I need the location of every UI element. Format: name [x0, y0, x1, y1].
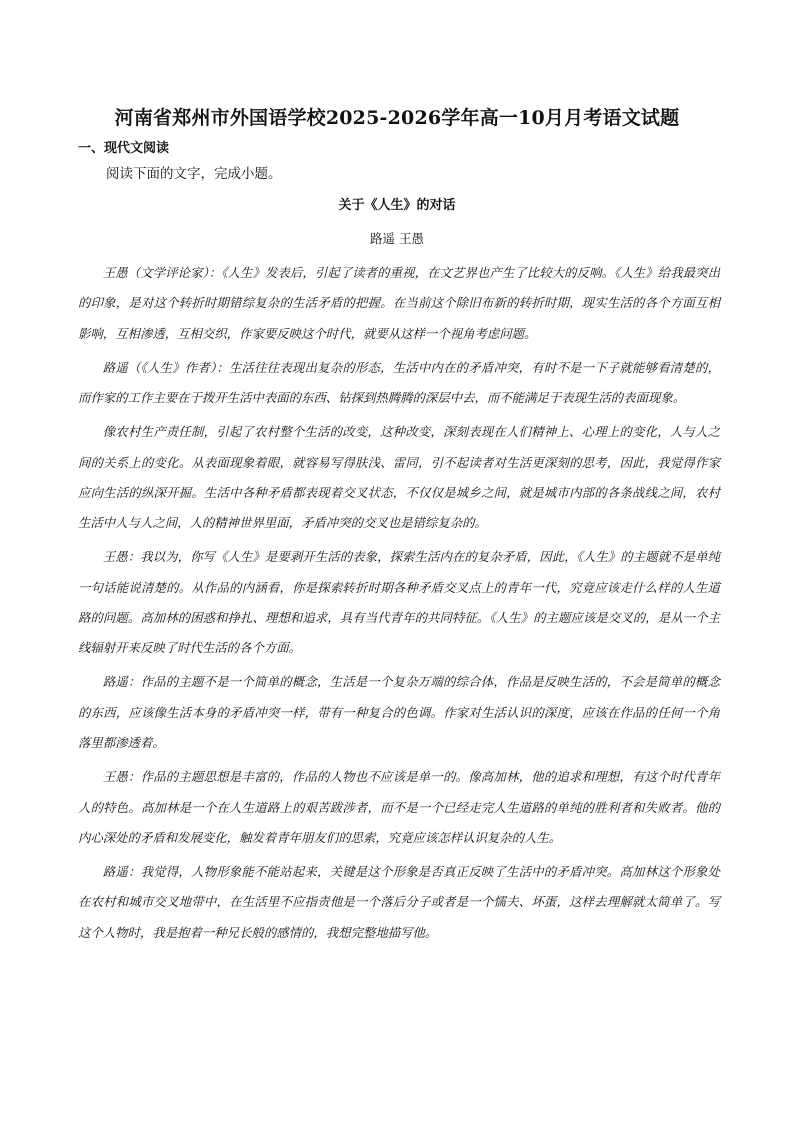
section-heading: 一、现代文阅读 — [78, 141, 170, 156]
page-title: 河南省郑州市外国语学校2025-2026学年高一10月月考语文试题 — [114, 107, 680, 129]
article-paragraph: 路遥：作品的主题不是一个简单的概念，生活是一个复杂万端的综合体，作品是反映生活的，不会是简单的概念的东西，应该像生活本身的矛盾冲突一样，带有一种复合的色调。作家对生活认识的深度，应该在作品的任何一个角落里都渗透着。 — [78, 674, 720, 751]
article-paragraph: 路遥（《人生》作者）：生活往往表现出复杂的形态，生活中内在的矛盾冲突，有时不是一下子就能够看清楚的，而作家的工作主要在于拨开生活中表面的东西、钻探到热腾腾的深层中去，而不能满足于表现生活的表面现象。 — [78, 359, 720, 406]
article-authors: 路遥 王愚 — [370, 231, 424, 246]
article-paragraph: 路遥：我觉得，人物形象能不能站起来，关键是这个形象是否真正反映了生活中的矛盾冲突。高加林这个形象处在农村和城市交叉地带中，在生活里不应指责他是一个落后分子或者是一个懦夫、坏蛋，这样去理解就太简单了。写这个人物时，我是抱着一种兄长般的感情的，我想完整地描写他。 — [78, 863, 720, 940]
article-paragraph: 王愚：我以为，你写《人生》是要剥开生活的表象，探索生活内在的复杂矛盾，因此，《人生》的主题就不是单纯一句话能说清楚的。从作品的内涵看，你是探索转折时期各种矛盾交叉点上的青年一代，究竟应该走什么样的人生道路的问题。高加林的困惑和挣扎、理想和追求，具有当代青年的共同特征。《人生》的主题应该是交叉的，是从一个主线辐射开来反映了时代生活的各个方面。 — [78, 549, 720, 656]
article-body — [78, 258, 720, 952]
article-paragraph: 王愚（文学评论家）：《人生》发表后，引起了读者的重视，在文艺界也产生了比较大的反响。《人生》给我最突出的印象，是对这个转折时期错综复杂的生活矛盾的把握。在当前这个除旧布新的转折时期，现实生活的各个方面互相影响，互相渗透，互相交织，作家要反映这个时代，就要从这样一个视角考虑问题。 — [78, 265, 720, 341]
article-title: 关于《人生》的对话 — [338, 198, 456, 213]
article-paragraph: 像农村生产责任制，引起了农村整个生活的改变，这种改变，深刻表现在人们精神上、心理上的变化，人与人之间的关系上的变化。从表面现象着眼，就容易写得肤浅、雷同，引不起读者对生活更深刻的思考，因此，我觉得作家应向生活的纵深开掘。生活中各种矛盾都表现着交叉状态，不仅仅是城乡之间，就是城市内部的各条战线之间，农村生活中人与人之间，人的精神世界里面，矛盾冲突的交叉也是错综复杂的。 — [78, 424, 720, 531]
article-paragraph: 王愚：作品的主题思想是丰富的，作品的人物也不应该是单一的。像高加林，他的追求和理想，有这个时代青年人的特色。高加林是一个在人生道路上的艰苦跋涉者，而不是一个已经走完人生道路的单纯的胜利者和失败者。他的内心深处的矛盾和发展变化，触发着青年朋友们的思索，究竟应该怎样认识复杂的人生。 — [78, 769, 720, 845]
reading-instruction: 阅读下面的文字，完成小题。 — [106, 166, 282, 182]
